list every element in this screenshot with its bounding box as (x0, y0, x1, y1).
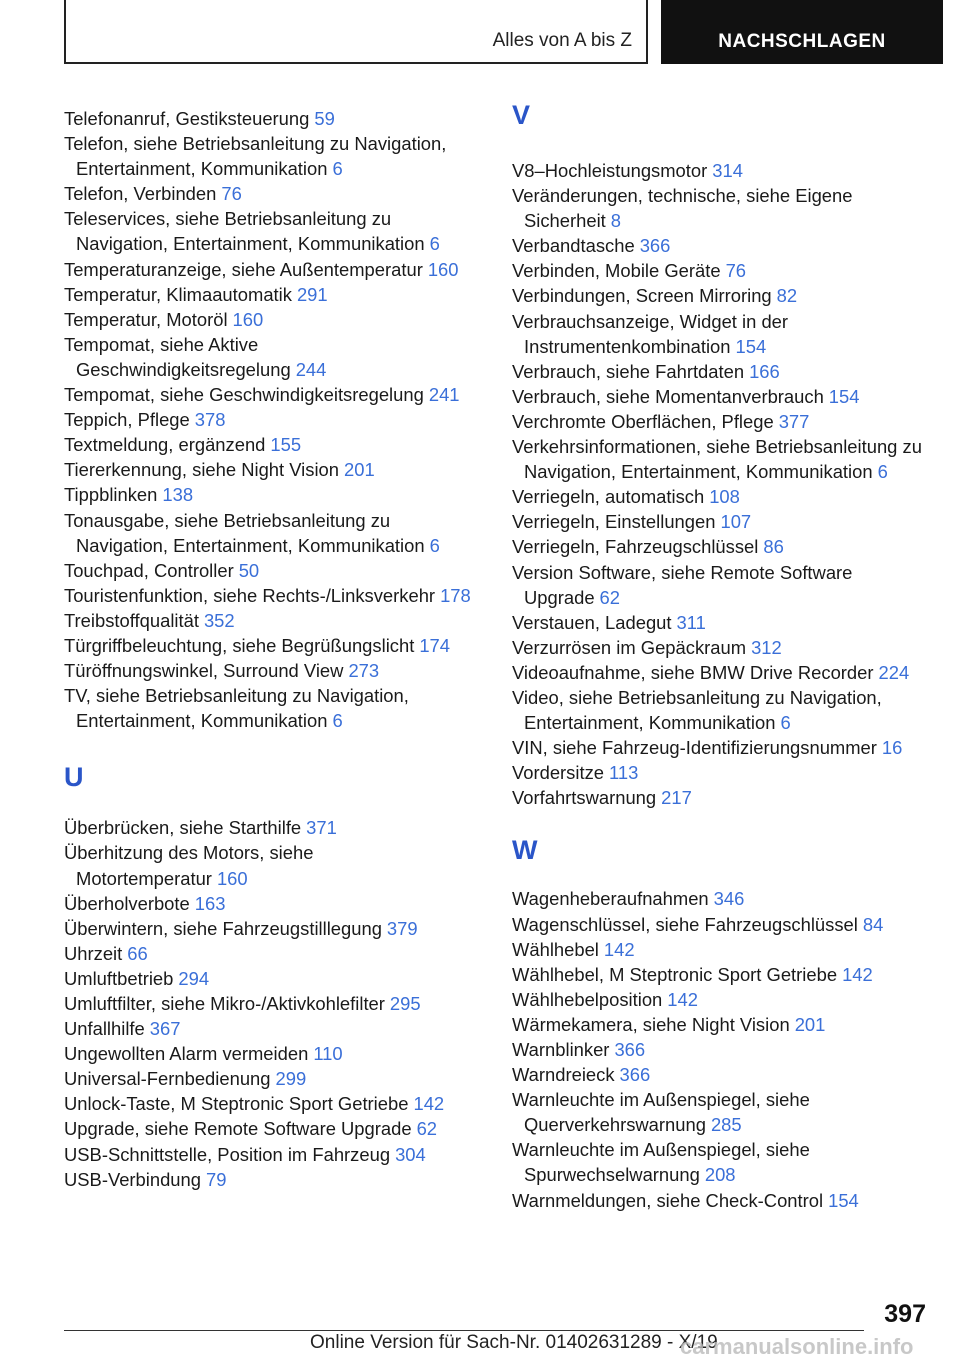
entry-text: Telefon, siehe Betriebsanleitung zu Navigation, Entertainment, Kommunikation (64, 133, 447, 180)
index-entry (64, 257, 484, 282)
index-entry (512, 962, 932, 987)
page-link[interactable]: 86 (763, 536, 784, 558)
page-link[interactable]: 6 (877, 461, 888, 483)
header-frame (64, 0, 648, 64)
entry-text: Wählhebel, M Steptronic Sport Getriebe (512, 963, 838, 985)
entry-text: Verriegeln, Einstellungen (512, 511, 716, 533)
page-link[interactable]: 76 (725, 260, 747, 282)
page-link[interactable]: 311 (676, 611, 706, 633)
page-link[interactable]: 379 (386, 917, 418, 939)
page-link[interactable]: 295 (389, 993, 421, 1014)
index-entry (64, 891, 484, 916)
index-entry (512, 1012, 932, 1037)
page-link[interactable]: 224 (878, 661, 910, 683)
chapter-tab[interactable] (661, 0, 943, 64)
index-entry (64, 1167, 484, 1192)
entry-text: Verriegeln, automatisch (512, 486, 705, 508)
page-link[interactable]: 312 (751, 636, 782, 658)
entry-text: Temperaturanzeige, siehe Außentemperatur (64, 258, 423, 280)
entry-text: Verbrauch, siehe Fahrtdaten (512, 360, 745, 382)
index-entry (64, 282, 484, 307)
page-link[interactable]: 166 (749, 360, 780, 382)
entries-w (512, 886, 932, 1212)
entry-text: Vordersitze (512, 762, 604, 784)
entry-text: Tiererkennung, siehe Night Vision (64, 459, 339, 481)
index-entry (64, 482, 484, 507)
entry-text: Touristenfunktion, siehe Rechts-/Linksverkehr (64, 584, 436, 606)
entry-text: USB-Schnittstelle, Position im Fahrzeug (64, 1143, 391, 1165)
page-link[interactable]: 178 (440, 584, 471, 606)
index-entry (512, 534, 932, 559)
index-entry (512, 785, 932, 810)
index-entry (64, 432, 484, 457)
page-link[interactable]: 163 (194, 892, 226, 914)
entry-text: Treibstoffqualität (64, 609, 199, 631)
index-entry (512, 359, 932, 384)
entries-u (64, 815, 484, 1191)
page-link[interactable]: 76 (221, 183, 242, 205)
entry-text: Textmeldung, ergänzend (64, 434, 266, 456)
entry-text: Warnmeldungen, siehe Check-Control (512, 1189, 824, 1211)
page-link[interactable]: 138 (162, 484, 194, 506)
page-link[interactable]: 142 (842, 963, 873, 985)
entry-text: Video, siehe Betriebsanleitung zu Navigation, Entertainment, Kommunikation (512, 686, 882, 734)
entry-text: Umluftbetrieb (64, 967, 174, 989)
page-link[interactable]: 366 (619, 1064, 651, 1086)
page-link[interactable]: 6 (780, 712, 791, 734)
index-entry (64, 382, 484, 407)
index-entry (64, 332, 484, 382)
page-link[interactable]: 291 (296, 283, 328, 305)
entry-text: Tempomat, siehe Geschwindigkeitsregelung (64, 384, 424, 406)
entry-text: Wagenheberaufnahmen (512, 888, 709, 910)
index-entry (512, 434, 932, 484)
index-column-right (512, 100, 932, 1213)
page-link[interactable]: 346 (713, 888, 745, 910)
index-entry (512, 158, 932, 183)
page-link[interactable]: 273 (348, 660, 380, 682)
page-link[interactable]: 201 (794, 1013, 826, 1035)
index-entry (64, 815, 484, 840)
index-entry (512, 283, 932, 308)
page-link[interactable]: 110 (313, 1043, 343, 1065)
index-entry (64, 1016, 484, 1041)
page-link[interactable]: 174 (419, 634, 450, 656)
entry-text: Temperatur, Motoröl (64, 308, 228, 330)
entry-text: Universal-Fernbedienung (64, 1068, 271, 1090)
letter-heading-w: W (512, 835, 538, 866)
page-link[interactable]: 113 (609, 762, 639, 784)
entries-v (512, 158, 932, 810)
index-entry (512, 735, 932, 760)
page-header (0, 0, 960, 66)
page-link[interactable]: 84 (862, 913, 884, 935)
index-entry (512, 233, 932, 258)
page-link[interactable]: 108 (709, 486, 740, 508)
index-entry (512, 1062, 932, 1087)
entry-text: Warnleuchte im Außenspiegel, siehe Spurwechselwarnung (512, 1139, 810, 1186)
watermark: carmanualsonline.info (680, 1334, 914, 1359)
entry-text: Touchpad, Controller (64, 559, 234, 581)
index-entry (512, 1037, 932, 1062)
index-entry (512, 937, 932, 962)
page-link[interactable]: 285 (710, 1114, 742, 1136)
entry-text: Überholverbote (64, 892, 190, 914)
index-entry (64, 206, 484, 256)
page-link[interactable]: 59 (314, 108, 335, 129)
entry-text: TV, siehe Betriebsanleitung zu Navigation, Entertainment, Kommunikation (64, 685, 409, 732)
entry-text: V8–Hochleistungsmotor (512, 160, 708, 181)
page-link[interactable]: 367 (149, 1018, 181, 1040)
entry-text: Überwintern, siehe Fahrzeugstilllegung (64, 917, 382, 939)
index-entry (64, 583, 484, 608)
entry-text: Verstauen, Ladegut (512, 611, 672, 633)
index-entry (512, 1188, 932, 1213)
index-entry (64, 966, 484, 991)
entry-text: Umluftfilter, siehe Mikro-/Aktivkohlefilter (64, 993, 385, 1014)
page-link[interactable]: 142 (413, 1093, 445, 1115)
index-entry (64, 457, 484, 482)
entry-text: Ungewollten Alarm vermeiden (64, 1043, 309, 1065)
page-link[interactable]: 154 (735, 335, 767, 357)
entry-text: VIN, siehe Fahrzeug-Identifizierungsnummer (512, 737, 877, 759)
index-entry (512, 509, 932, 534)
index-entry (512, 384, 932, 409)
page-link[interactable]: 66 (127, 942, 148, 964)
index-entry (512, 610, 932, 635)
page-link[interactable]: 107 (720, 511, 752, 533)
index-entry (64, 407, 484, 432)
index-entry (512, 258, 932, 283)
entry-text: Temperatur, Klimaautomatik (64, 283, 292, 305)
page-link[interactable]: 294 (178, 967, 210, 989)
entry-text: Version Software, siehe Remote Software Upgrade (512, 561, 853, 608)
entry-text: Verkehrsinformationen, siehe Betriebsanleitung zu Navigation, Entertainment, Kommunikation (512, 436, 922, 483)
page-link[interactable]: 366 (639, 235, 671, 257)
index-entry (64, 658, 484, 683)
page-number: 397 (884, 1300, 926, 1328)
index-entry (64, 608, 484, 633)
entry-text: Verriegeln, Fahrzeugschlüssel (512, 536, 759, 558)
page-link[interactable]: 371 (306, 817, 337, 839)
entry-text: Warnleuchte im Außenspiegel, siehe Querverkehrswarnung (512, 1089, 810, 1136)
index-entry (64, 633, 484, 658)
chapter-tab-label: NACHSCHLAGEN (718, 31, 886, 52)
index-entry (64, 941, 484, 966)
page-link[interactable]: 62 (416, 1118, 438, 1140)
page-link[interactable]: 8 (610, 210, 622, 232)
index-entry (512, 635, 932, 660)
page-link[interactable]: 79 (206, 1168, 227, 1190)
entry-text: Upgrade, siehe Remote Software Upgrade (64, 1118, 412, 1140)
index-column-left (64, 106, 484, 1192)
page-link[interactable]: 160 (232, 308, 264, 330)
page-link[interactable]: 6 (332, 710, 343, 732)
page-link[interactable]: 50 (238, 559, 260, 581)
index-entry (512, 1137, 932, 1187)
page-link[interactable]: 201 (344, 459, 375, 481)
index-entry (512, 886, 932, 911)
page-link[interactable]: 16 (881, 737, 903, 759)
index-entry (64, 307, 484, 332)
entry-text: Warndreieck (512, 1064, 615, 1086)
entry-text: Unlock-Taste, M Steptronic Sport Getriebe (64, 1093, 409, 1115)
index-entry (64, 683, 484, 733)
index-entry (64, 508, 484, 558)
entry-text: Wagenschlüssel, siehe Fahrzeugschlüssel (512, 913, 858, 935)
index-entry (512, 760, 932, 785)
page-link[interactable]: 304 (395, 1143, 426, 1165)
page-link[interactable]: 82 (776, 285, 798, 307)
entry-text: Türöffnungswinkel, Surround View (64, 660, 344, 682)
entry-text: Wärmekamera, siehe Night Vision (512, 1013, 790, 1035)
entry-text: Überbrücken, siehe Starthilfe (64, 817, 302, 839)
page-link[interactable]: 160 (427, 258, 459, 280)
footer-text: Online Version für Sach-Nr. 01402631289 - X/19 (310, 1332, 718, 1353)
entry-text: Verbrauch, siehe Momentanverbrauch (512, 385, 824, 407)
entry-text: Türgriffbeleuchtung, siehe Begrüßungslicht (64, 634, 415, 656)
entries-t (64, 106, 484, 733)
entry-text: Verzurrösen im Gepäckraum (512, 636, 747, 658)
index-entry (512, 987, 932, 1012)
index-entry (512, 309, 932, 359)
page-link[interactable]: 299 (275, 1068, 307, 1090)
index-entry (512, 1087, 932, 1137)
index-entry (64, 1116, 484, 1141)
entry-text: Telefon, Verbinden (64, 183, 217, 205)
index-entry (64, 1066, 484, 1091)
index-entry (64, 1142, 484, 1167)
entry-text: Überhitzung des Motors, siehe Motortemperatur (64, 842, 314, 889)
index-entry (64, 1091, 484, 1116)
entry-text: Verbindungen, Screen Mirroring (512, 285, 772, 307)
page-link[interactable]: 160 (216, 867, 248, 889)
page-link[interactable]: 6 (429, 534, 440, 556)
letter-heading-u: U (64, 762, 84, 793)
page-link[interactable]: 241 (428, 384, 460, 406)
page-link[interactable]: 62 (599, 586, 621, 608)
entry-text: Warnblinker (512, 1039, 610, 1060)
entry-text: Tempomat, siehe Aktive Geschwindigkeitsregelung (64, 333, 291, 380)
index-entry (512, 912, 932, 937)
index-entry (512, 560, 932, 610)
index-entry (512, 484, 932, 509)
index-entry (64, 840, 484, 890)
entry-text: Wählhebelposition (512, 988, 663, 1010)
entry-text: Tonausgabe, siehe Betriebsanleitung zu Navigation, Entertainment, Kommunikation (64, 509, 425, 556)
entry-text: Uhrzeit (64, 942, 123, 964)
page-link[interactable]: 217 (661, 787, 692, 809)
entry-text: Telefonanruf, Gestiksteuerung (64, 108, 310, 129)
page-link[interactable]: 154 (828, 385, 860, 407)
entry-text: Unfallhilfe (64, 1018, 145, 1040)
section-subtitle: Alles von A bis Z (492, 30, 632, 51)
page-link[interactable]: 244 (295, 358, 327, 380)
index-entry (64, 991, 484, 1016)
index-entry (512, 660, 932, 685)
index-entry (512, 685, 932, 735)
footer-divider (64, 1330, 864, 1331)
letter-heading-v: V (512, 100, 531, 130)
page-link[interactable]: 378 (194, 409, 226, 431)
page-link[interactable]: 314 (712, 160, 743, 181)
index-entry (64, 131, 484, 181)
entry-text: Wählhebel (512, 938, 599, 960)
page-link[interactable]: 6 (429, 233, 440, 255)
index-entry (64, 1041, 484, 1066)
entry-text: Verbrauchsanzeige, Widget in der Instrumentenkombination (512, 310, 789, 357)
page-link[interactable]: 366 (614, 1039, 646, 1060)
entry-text: Teppich, Pflege (64, 409, 190, 431)
entry-text: Verbinden, Mobile Geräte (512, 260, 721, 282)
index-entry (64, 106, 484, 131)
index-entry (512, 183, 932, 233)
page-link[interactable]: 154 (828, 1189, 859, 1211)
page-link[interactable]: 208 (704, 1164, 736, 1186)
entry-text: USB-Verbindung (64, 1168, 201, 1190)
page-link[interactable]: 142 (603, 938, 635, 960)
entry-text: Tippblinken (64, 484, 158, 506)
entry-text: Verchromte Oberflächen, Pflege (512, 410, 774, 432)
page-link[interactable]: 142 (667, 988, 698, 1010)
index-entry (64, 558, 484, 583)
index-entry (64, 916, 484, 941)
page-link[interactable]: 155 (270, 434, 302, 456)
entry-text: Teleservices, siehe Betriebsanleitung zu Navigation, Entertainment, Kommunikation (64, 208, 425, 255)
page-link[interactable]: 352 (203, 609, 235, 631)
entry-text: Veränderungen, technische, siehe Eigene Sicherheit (512, 185, 853, 232)
index-entry (512, 409, 932, 434)
entry-text: Videoaufnahme, siehe BMW Drive Recorder (512, 661, 874, 683)
page-link[interactable]: 6 (332, 158, 343, 180)
entry-text: Verbandtasche (512, 235, 635, 257)
index-entry (64, 181, 484, 206)
entry-text: Vorfahrtswarnung (512, 787, 657, 809)
page-link[interactable]: 377 (778, 410, 810, 432)
